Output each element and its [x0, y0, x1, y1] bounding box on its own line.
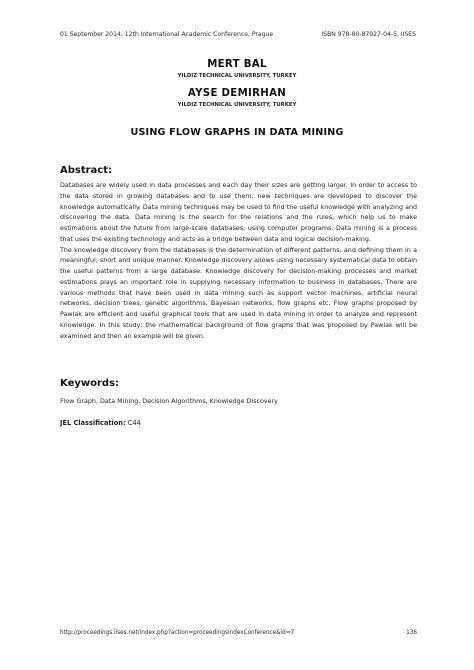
author-block-2: [0, 88, 474, 108]
jel-label: JEL Classification:: [60, 419, 126, 427]
running-header: [60, 31, 416, 38]
jel-value: C44: [127, 419, 141, 427]
keywords-list: Flow Graph, Data Mining, Decision Algorithms, Knowledge Discovery: [60, 398, 278, 405]
author-name: AYSE DEMIRHAN: [187, 88, 287, 99]
author-affiliation: YILDIZ TECHNICAL UNIVERSITY, TURKEY: [177, 73, 297, 79]
abstract-body: [60, 181, 417, 342]
page-number: 136: [406, 630, 417, 636]
abstract-paragraph: Databases are widely used in data processes and each day their sizes are getting larger. In order to access to the data stored in growing databases and to use them, new techniques are developed to discover the knowledge automatically. Data mining techniques may be used to find the useful knowledge with analyzing and discovering the data. Data mining is the search for the relations and the rules, which help us to make estimations about the future from large-scale databases, using computer programs. Data mining is a process that uses the existing technology and acts as a bridge between data and logical decision-making.: [60, 182, 417, 243]
isbn-info: ISBN 978-80-87927-04-5, IISES: [321, 31, 416, 38]
author-block-1: [0, 59, 474, 79]
jel-classification: [60, 419, 141, 427]
keywords-heading: Keywords:: [60, 378, 120, 389]
author-affiliation: YILDIZ TECHNICAL UNIVERSITY, TURKEY: [177, 102, 297, 108]
abstract-paragraph: The knowledge discovery from the databases is the determination of different patterns, and defining them in a meaningful, short and unique manner. Knowledge discovery allows using necessary systematical data to obtain the useful patterns from a large database. Knowledge discovery for decision-making processes and market estimations plays an important role in supplying necessary information to business in databases. There are various methods that have been used in data mining such as support vector machines, artificial neural networks, decision trees, genetic algorithms, Bayesian networks, flow graphs etc. Flow graphs proposed by Pawlak are efficient and useful graphical tools that are used in data mining in order to analyze and represent knowledge. In this study; the mathematical background of flow graphs that was proposed by Pawlak will be examined and then an example will be given.: [60, 246, 417, 340]
author-name: MERT BAL: [207, 59, 267, 70]
footer-url[interactable]: http://proceedings.iises.net/index.php?action=proceedingsIndexConference&id=7: [60, 630, 295, 636]
page-footer: [60, 630, 417, 636]
paper-title: USING FLOW GRAPHS IN DATA MINING: [130, 127, 344, 138]
abstract-heading: Abstract:: [60, 165, 113, 176]
conference-info: 01 September 2014, 12th International Academic Conference, Prague: [60, 31, 274, 38]
